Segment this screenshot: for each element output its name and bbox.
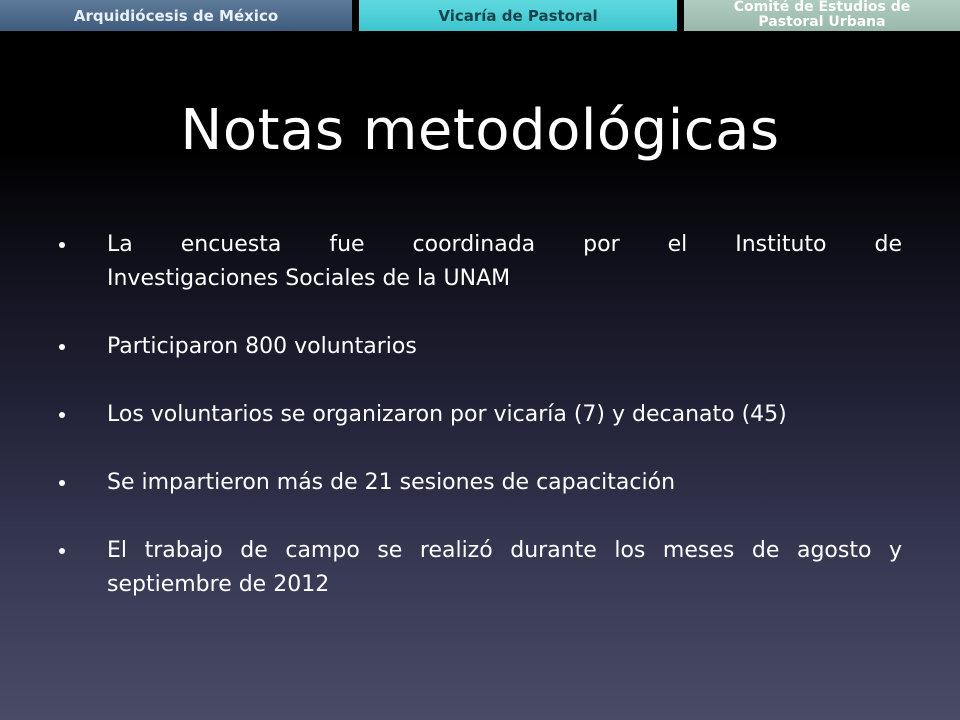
header-bar (0, 0, 960, 31)
header-tab-vicaria-label: Vicaría de Pastoral (438, 6, 598, 25)
bullet-text: Participaron 800 voluntarios (107, 334, 417, 359)
bullet-text-line2: septiembre de 2012 (107, 572, 330, 597)
bullet-item (56, 398, 902, 432)
header-tab-arquidiocesis (0, 0, 352, 31)
header-tab-comite (684, 0, 960, 31)
bullet-item (56, 228, 902, 296)
bullet-dot-icon (59, 480, 65, 486)
bullet-item (56, 466, 902, 500)
header-tab-vicaria (359, 0, 677, 31)
header-tab-arquidiocesis-label: Arquidiócesis de México (73, 6, 279, 25)
bullet-text: Los voluntarios se organizaron por vicaría (7) y decanato (45) (107, 402, 787, 427)
bullet-dot-icon (59, 242, 65, 248)
header-tab-comite-label-line1: Comité de Estudios de (733, 0, 911, 15)
header-tab-comite-label-line2: Pastoral Urbana (758, 14, 886, 30)
bullet-item (56, 534, 902, 602)
bullet-item (56, 330, 902, 364)
slide-title: Notas metodológicas (180, 97, 780, 163)
bullet-dot-icon (59, 548, 65, 554)
bullet-dot-icon (59, 412, 65, 418)
bullet-list (56, 228, 902, 636)
bullet-text-line2: Investigaciones Sociales de la UNAM (107, 266, 511, 291)
bullet-text-line1: El trabajo de campo se realizó durante los meses de agosto y (107, 538, 902, 563)
bullet-text-line1: La encuesta fue coordinada por el Instituto de (107, 232, 902, 257)
bullet-text: Se impartieron más de 21 sesiones de capacitación (107, 470, 676, 495)
bullet-dot-icon (59, 344, 65, 350)
